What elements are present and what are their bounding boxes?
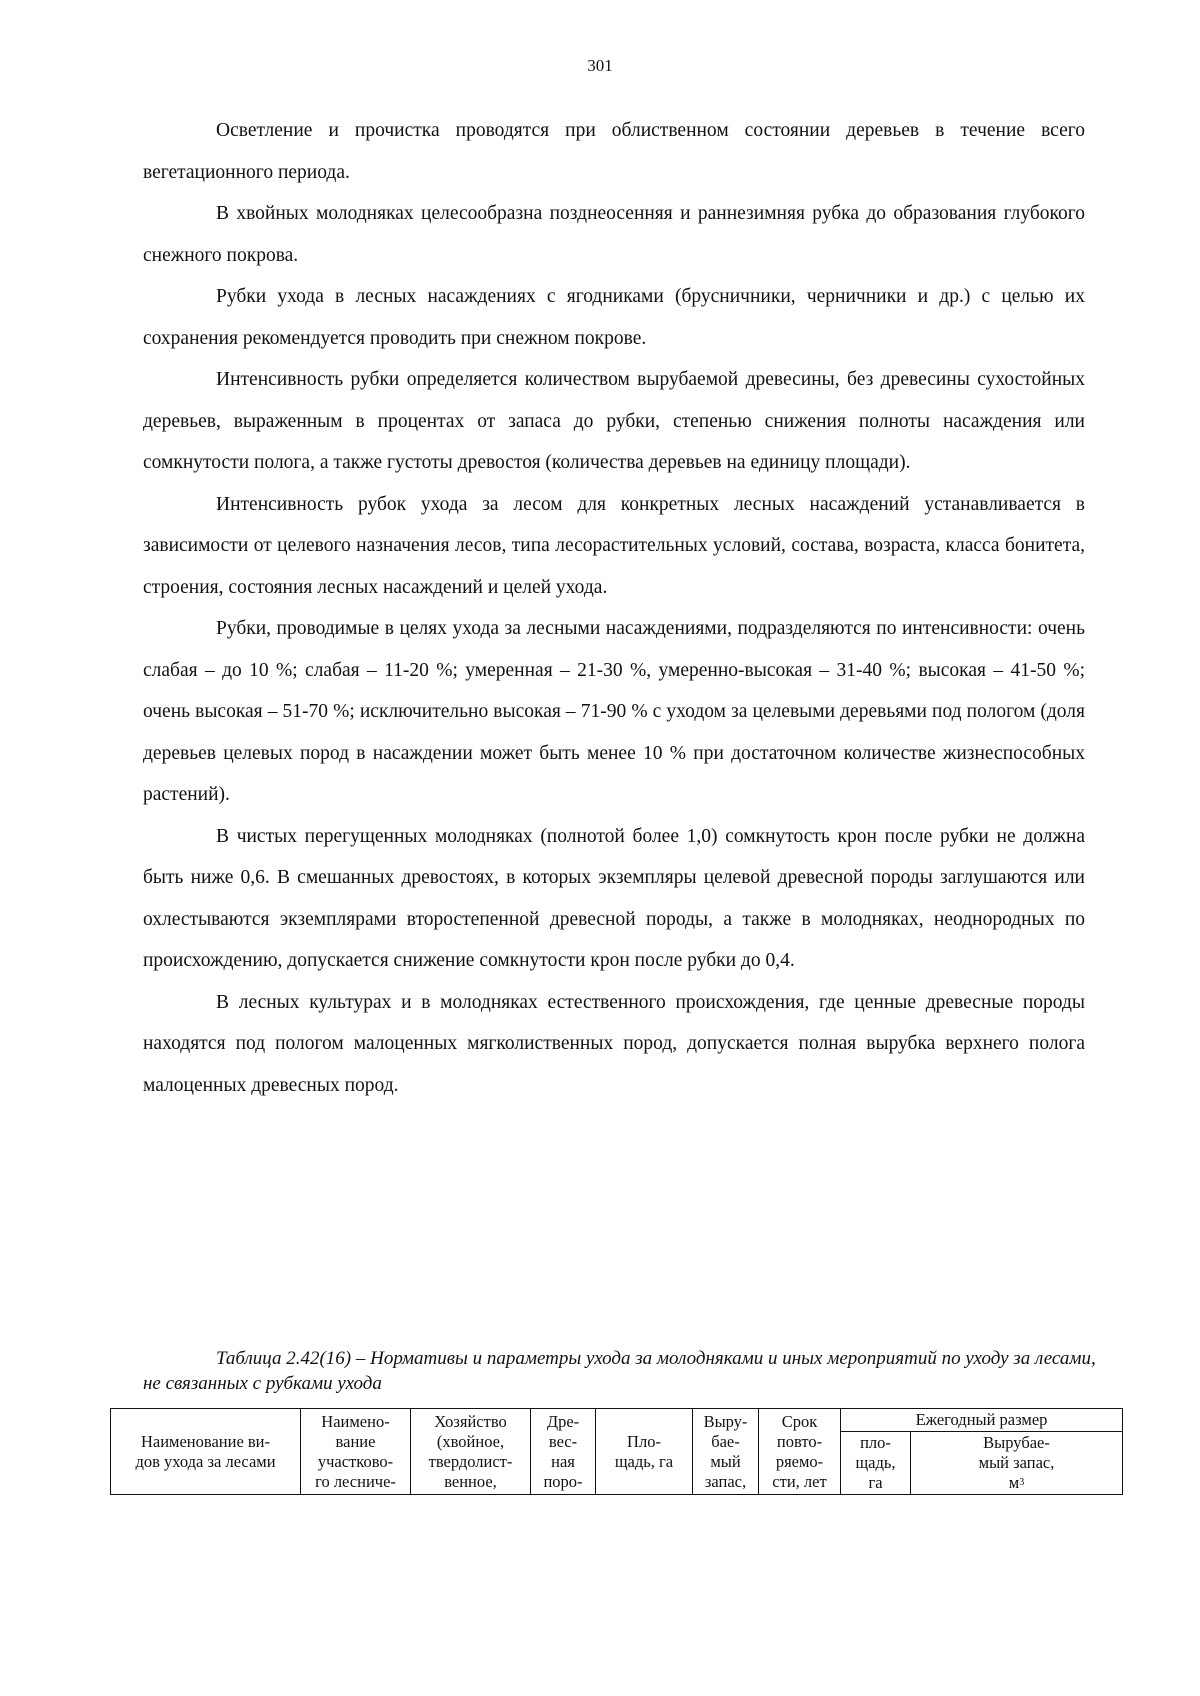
paragraph-thinning-season: Осветление и прочистка проводятся при облиственном состоянии деревьев в течение всего вегетационного периода. — [143, 120, 1085, 183]
paragraph-upper-canopy-removal: В лесных культурах и в молодняках естественного происхождения, где ценные древесные породы находятся под пологом малоценных мягколиственных пород, допускается полная вырубка верхнего полога малоценных древесных пород. — [143, 991, 1085, 1096]
body-text — [143, 110, 1085, 1106]
paragraph-berry-stands: Рубки ухода в лесных насаждениях с ягодниками (брусничники, черничники и др.) с целью их сохранения рекомендуется проводить при снежном покрове. — [143, 286, 1085, 349]
paragraph-conifer-felling: В хвойных молодняках целесообразна позднеосенняя и раннезимняя рубка до образования глубокого снежного покрова. — [143, 203, 1085, 266]
page-number: 301 — [587, 56, 613, 75]
header-tree-species: Дре- вес- ная поро- — [531, 1409, 596, 1495]
cubic-unit-superscript: 3 — [1019, 1477, 1025, 1488]
header-annual-size-group: Ежегодный размер — [841, 1409, 1123, 1432]
header-care-type: Наименование ви- дов ухода за лесами — [111, 1409, 301, 1495]
header-economy-section: Хозяйство (хвойное, твердолист- венное, — [411, 1409, 531, 1495]
header-area: Пло- щадь, га — [596, 1409, 693, 1495]
header-felled-stock: Выру- бае- мый запас, — [693, 1409, 759, 1495]
table-caption: Таблица 2.42(16) – Нормативы и параметры ухода за молодняками и иных мероприятий по уходу за лесами, не связанных с рубками ухода — [143, 1348, 1096, 1394]
header-annual-felled-stock — [911, 1432, 1123, 1495]
paragraph-crown-closure: В чистых перегущенных молодняках (полнотой более 1,0) сомкнутость крон после рубки не должна быть ниже 0,6. В смешанных древостоях, в которых экземпляры целевой древесной породы заглушаются или охлестываются экземплярами второстепенной древесной породы, а также в молодняках, неоднородных по происхождению, допускается снижение сомкнутости крон после рубки до 0,4. — [143, 825, 1085, 971]
paragraph-intensity-classes: Рубки, проводимые в целях ухода за лесными насаждениями, подразделяются по интенсивности: очень слабая – до 10 %; слабая – 11-20 %; умеренная – 21-30 %, умеренно-высокая – 31-40 %; высокая – 41-50 %; очень высокая – 51-70 %; исключительно высокая – 71-90 % с уходом за целевыми деревьями под пологом (доля деревьев целевых пород в насаждении может быть менее 10 % при достаточном количестве жизнеспособных растений). — [143, 618, 1085, 805]
header-annual-area: пло- щадь, га — [841, 1432, 911, 1495]
header-repeat-period: Срок повто- ряемо- сти, лет — [759, 1409, 841, 1495]
header-forestry-district: Наимено- вание участково- го лесниче- — [301, 1409, 411, 1495]
table-header-row — [111, 1409, 1123, 1432]
annual-felled-stock-text: Вырубае- мый запас, м — [978, 1433, 1055, 1492]
paragraph-intensity-factors: Интенсивность рубок ухода за лесом для конкретных лесных насаждений устанавливается в зависимости от целевого назначения лесов, типа лесорастительных условий, состава, возраста, класса бонитета, строения, состояния лесных насаждений и целей ухода. — [143, 493, 1085, 598]
paragraph-intensity-definition: Интенсивность рубки определяется количеством вырубаемой древесины, без древесины сухостойных деревьев, выраженным в процентах от запаса до рубки, степенью снижения полноты насаждения или сомкнутости полога, а также густоты древостоя (количества деревьев на единицу площади). — [143, 369, 1085, 473]
norms-table — [110, 1408, 1123, 1495]
norms-table-container — [110, 1408, 1122, 1495]
